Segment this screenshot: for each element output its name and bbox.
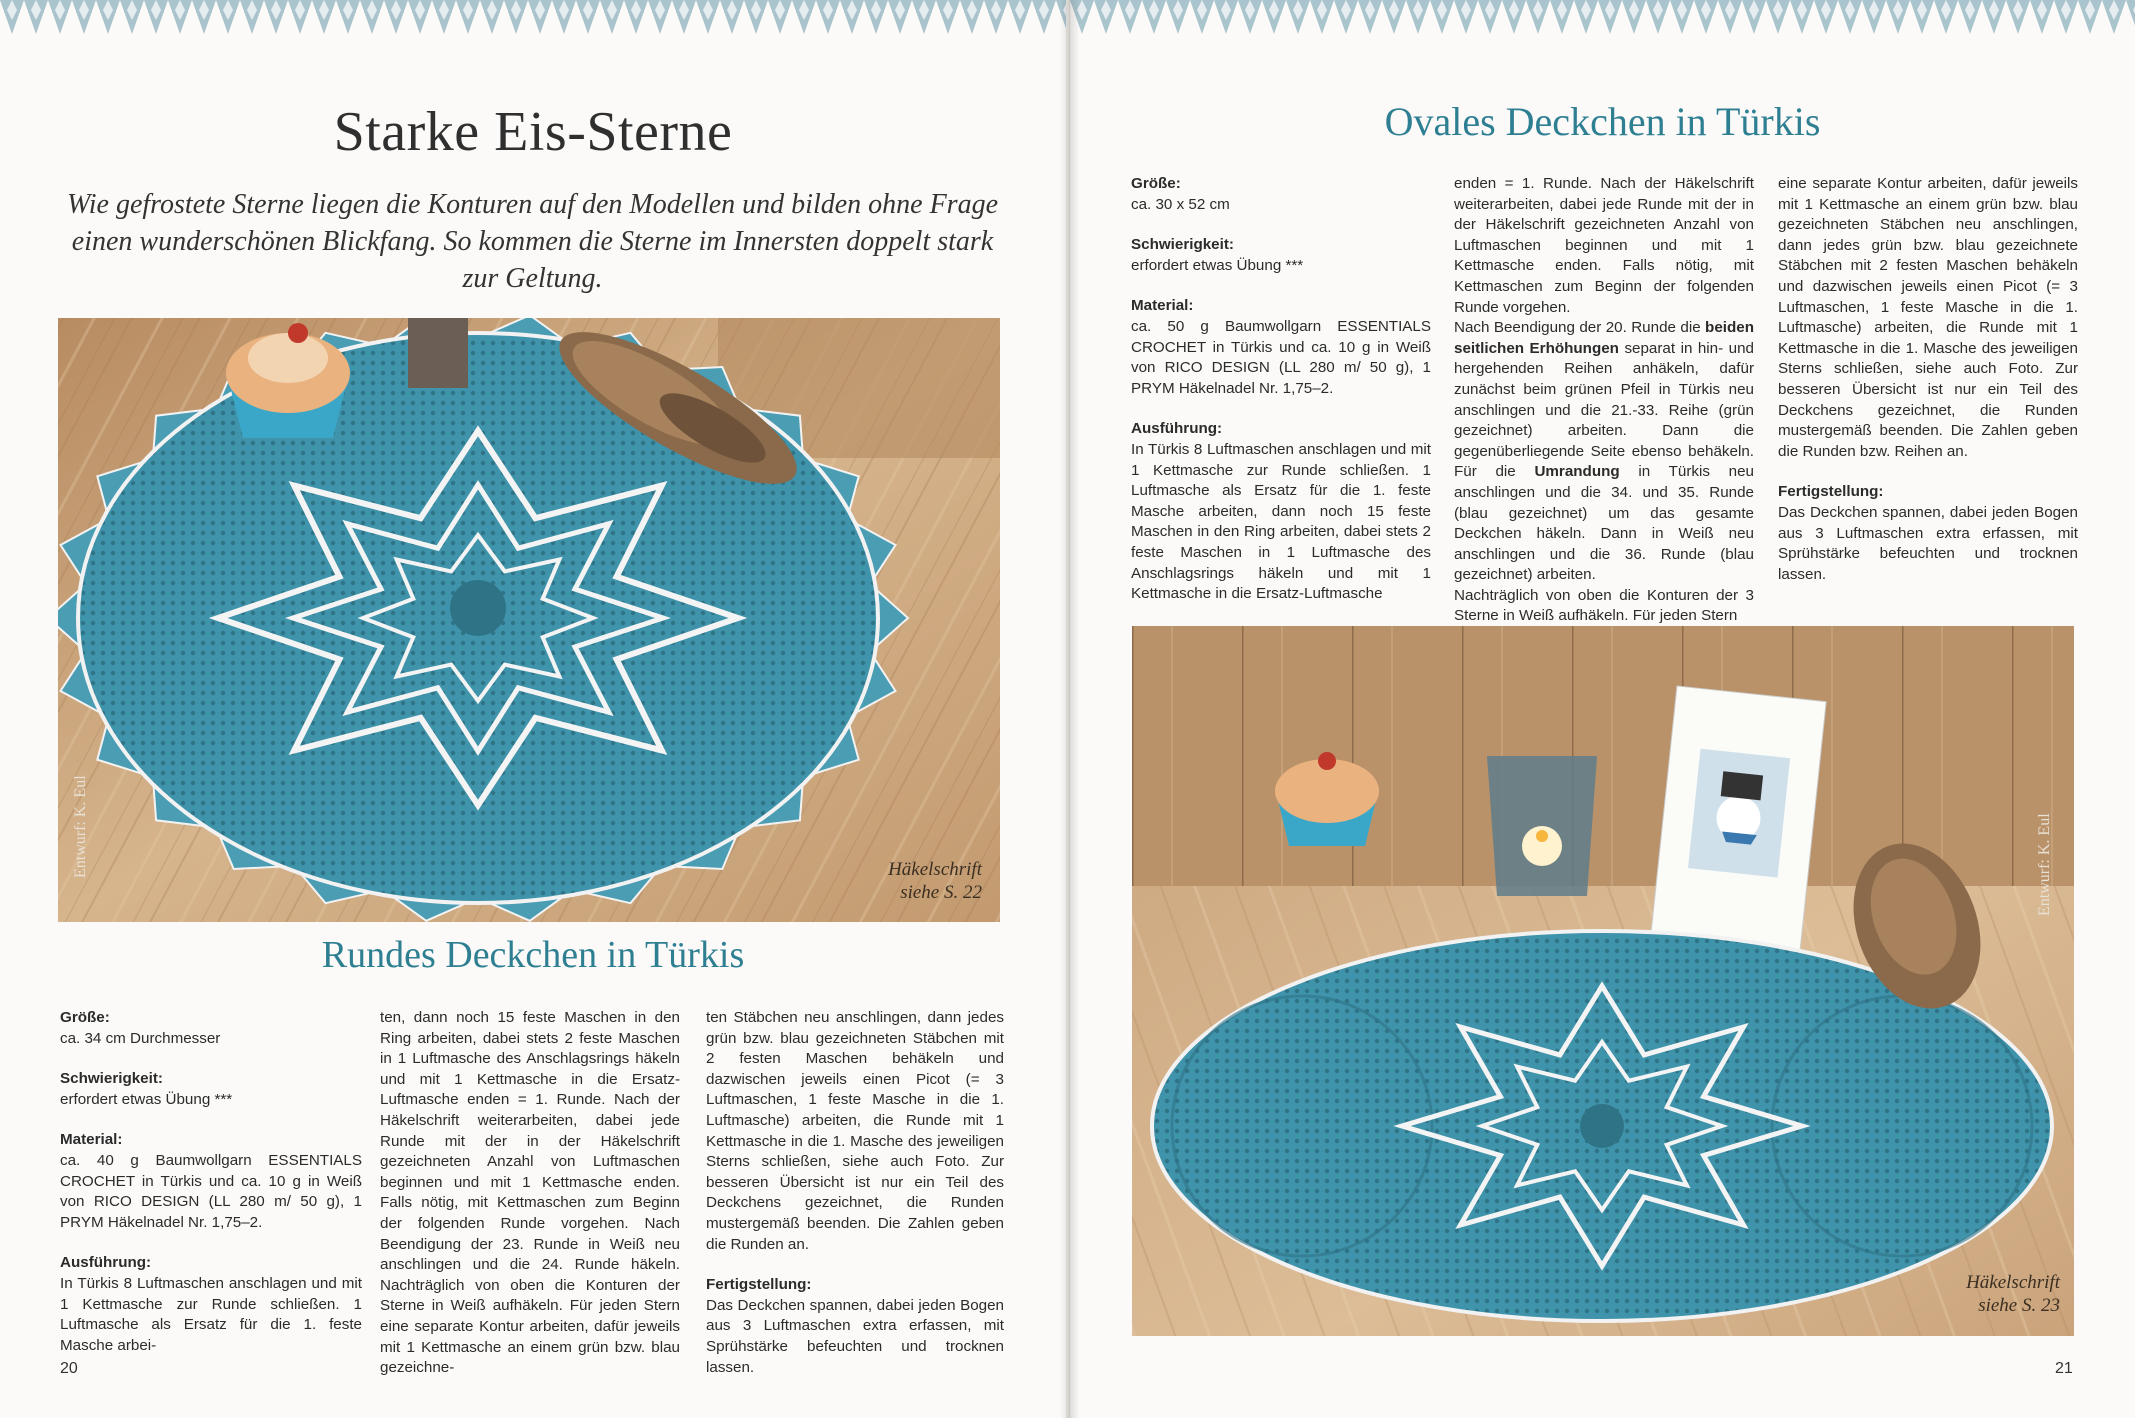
section-title-round: Rundes Deckchen in Türkis	[321, 934, 745, 976]
material-text: ca. 40 g Baumwollgarn ESSENTIALS CROCHET in Türkis und ca. 10 g in Weiß von RICO DESIGN (LL 280 m/ 50 g), 1 PRYM Häkelnadel Nr. 1,75–2.	[60, 1151, 362, 1231]
execution-heading: Ausführung:	[60, 1254, 152, 1272]
material-heading: Material:	[60, 1131, 123, 1149]
instructions-part-a: Nach Beendigung der 20. Runde die	[1454, 319, 1706, 337]
book-gutter	[1060, 0, 1080, 1418]
left-column-1	[60, 1008, 362, 1356]
left-column-2	[380, 1008, 680, 1379]
finishing-text: Das Deckchen spannen, dabei jeden Bogen aus 3 Luftmaschen extra erfassen, mit Sprühstärke befeuchten und trocknen lassen.	[706, 1296, 1004, 1376]
left-page	[0, 0, 1066, 1418]
instructions-bold-side: beiden seitlichen Erhöhungen	[1454, 319, 1754, 357]
instructions-part-c: separat in hin- und hergehenden Reihen anhäkeln, dafür zunächst beim grünen Pfeil in Türkis neu anschlingen und die 21.-33. Reihe (grün gezeichnet) arbeiten. Dann die gegenüberliegende Seite ebenso behäkeln. Für die	[1454, 339, 1754, 481]
size-heading: Größe:	[1131, 175, 1181, 192]
instructions-paragraph-2	[1454, 318, 1754, 586]
chart-reference-line1: Häkelschrift	[1966, 1272, 2060, 1293]
instructions-paragraph-3: Nachträglich von oben die Konturen der 3 Sterne in Weiß aufhäkeln. Für jeden Stern	[1454, 586, 1754, 625]
finishing-heading: Fertigstellung:	[706, 1276, 812, 1294]
material-heading: Material:	[1131, 297, 1194, 315]
instructions-text: enden = 1. Runde. Nach der Häkelschrift weiterarbeiten, dabei jede Runde mit der in der Häkelschrift gezeichneten Anzahl von Luftmaschen beginnen und mit 1 Kettmasche enden. Falls nötig, mit Kettmaschen zum Beginn der folgenden Runde vorgehen.	[1454, 175, 1754, 316]
chart-reference-line1: Häkelschrift	[888, 859, 982, 880]
page-number: 20	[60, 1360, 78, 1377]
chart-reference	[888, 858, 982, 904]
decorative-border-right	[1070, 0, 2135, 50]
instructions-bold-border: Umrandung	[1534, 463, 1620, 481]
chart-reference-line2: siehe S. 22	[900, 882, 982, 903]
material-text: ca. 50 g Baumwollgarn ESSENTIALS CROCHET in Türkis und ca. 10 g in Weiß von RICO DESIGN (LL 280 m/ 50 g), 1 PRYM Häkelnadel Nr. 1,75–2.	[1131, 317, 1431, 397]
size-heading: Größe:	[60, 1009, 110, 1026]
instructions-part-e: in Türkis neu anschlingen und die 34. und 35. Runde (blau gezeichnet) um das gesamte Deckchen häkeln. Dann in Weiß neu anschlingen und die 36. Runde (blau gezeichnet) arbeiten.	[1454, 463, 1754, 584]
right-column-3	[1778, 174, 2078, 585]
instructions-text: ten, dann noch 15 feste Maschen in den Ring arbeiten, dabei stets 2 feste Maschen in 1 Luftmasche des Anschlagsrings häkeln und mit 1 Kettmasche in die Ersatz-Luftmasche enden = 1. Runde. Nach der Häkelschrift weiterarbeiten, dabei jede Runde mit der in der Häkelschrift gezeichneten Anzahl von Luftmaschen beginnen und mit 1 Kettmasche enden. Falls nötig, mit Kettmaschen zum Beginn der folgenden Runde vorgehen. Nach Beendigung der 23. Runde in Weiß neu anschlingen und die 24. Runde häkeln. Nachträglich von oben die Konturen der Sterne in Weiß aufhäkeln. Für jeden Stern eine separate Kontur arbeiten, dafür jeweils mit 1 Kettmasche an einem grün bzw. blau gezeichne-	[380, 1009, 680, 1377]
difficulty-heading: Schwierigkeit:	[60, 1070, 163, 1088]
execution-text: In Türkis 8 Luftmaschen anschlagen und mit 1 Kettmasche zur Runde schließen. 1 Luftmasche als Ersatz für die 1. feste Masche arbeiten, dann noch 15 feste Maschen in den Ring arbeiten, dabei stets 2 feste Maschen in 1 Luftmasche des Anschlagsrings häkeln und mit 1 Kettmasche in die Ersatz-Luftmasche	[1131, 440, 1431, 603]
instructions-text-continued: ten Stäbchen neu anschlingen, dann jedes grün bzw. blau gezeichneten Stäbchen mit 2 festen Maschen behäkeln und dazwischen jeweils einen Picot (= 3 Luftmaschen, 1 feste Masche in die 1. Luftmasche) arbeiten, die Runde mit 1 Kettmasche in die 1. Masche des jeweiligen Sterns schließen, siehe auch Foto. Zur besseren Übersicht ist nur ein Teil des Deckchens gezeichnet, die Runden mustergemäß beenden. Die Zahlen geben die Runden an.	[706, 1009, 1004, 1253]
page-number: 21	[2055, 1360, 2073, 1377]
page-title: Starke Eis-Sterne	[333, 101, 733, 163]
right-column-2	[1454, 174, 1754, 627]
photo-credit: Entwurf: K. Eul	[72, 775, 89, 878]
size-value: ca. 30 x 52 cm	[1131, 195, 1230, 213]
finishing-text: Das Deckchen spannen, dabei jeden Bogen aus 3 Luftmaschen extra erfassen, mit Sprühstärke befeuchten und trocknen lassen.	[1778, 503, 2078, 583]
round-doily-photo	[58, 318, 1000, 922]
chart-reference-line2: siehe S. 23	[1978, 1295, 2060, 1316]
chart-reference	[1966, 1271, 2060, 1317]
right-column-1	[1131, 174, 1431, 605]
left-column-3	[706, 1008, 1004, 1378]
difficulty-heading: Schwierigkeit:	[1131, 236, 1234, 254]
decorative-border-left	[0, 0, 1066, 50]
execution-text: In Türkis 8 Luftmaschen anschlagen und mit 1 Kettmasche zur Runde schließen. 1 Luftmasche als Ersatz für die 1. feste Masche arbei-	[60, 1274, 362, 1354]
difficulty-value: erfordert etwas Übung ***	[1131, 256, 1304, 274]
section-title-oval: Ovales Deckchen in Türkis	[1384, 99, 1821, 144]
finishing-heading: Fertigstellung:	[1778, 483, 1884, 501]
right-page	[1070, 0, 2135, 1418]
size-value: ca. 34 cm Durchmesser	[60, 1029, 221, 1047]
execution-heading: Ausführung:	[1131, 420, 1223, 438]
difficulty-value: erfordert etwas Übung ***	[60, 1090, 233, 1108]
intro-text: Wie gefrostete Sterne liegen die Konturen auf den Modellen und bilden ohne Frage einen wunderschönen Blickfang. So kommen die Sterne im Innersten doppelt stark zur Geltung.	[66, 189, 999, 294]
photo-credit: Entwurf: K. Eul	[2036, 813, 2053, 916]
instructions-text-continued: eine separate Kontur arbeiten, dafür jeweils mit 1 Kettmasche an einem grün bzw. blau gezeichneten Stäbchen neu anschlingen, dann jedes grün bzw. blau gezeichnete Stäbchen mit 2 festen Maschen behäkeln und dazwischen jeweils einen Picot (= 3 Luftmaschen, 1 feste Masche in die 1. Luftmasche) arbeiten, die Runde mit 1 Kettmasche in die 1. Masche des jeweiligen Sterns schließen, siehe auch Foto. Zur besseren Übersicht ist nur ein Teil des Deckchens gezeichnet, die Runden mustergemäß beenden. Die Zahlen geben die Runden bzw. Reihen an.	[1778, 175, 2078, 460]
oval-doily-photo	[1132, 626, 2074, 1336]
